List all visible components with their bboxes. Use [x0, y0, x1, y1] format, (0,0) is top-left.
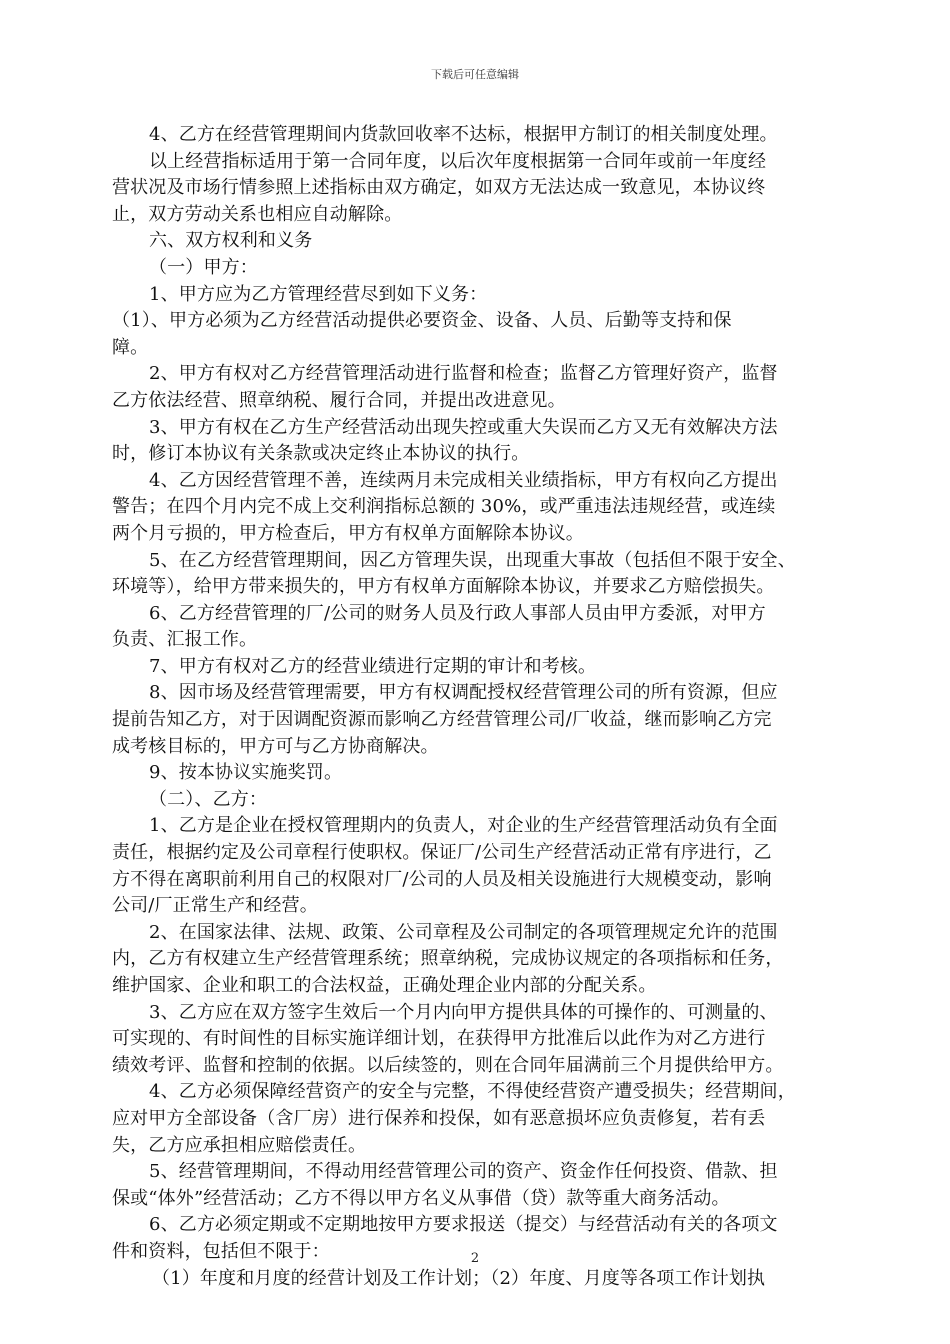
page-header: 下载后可任意编辑: [431, 68, 519, 81]
text-line: 1、乙方是企业在授权管理期内的负责人，对企业的生产经营管理活动负有全面: [149, 815, 778, 837]
text-line: 8、因市场及经营管理需要，甲方有权调配授权经营管理公司的所有资源，但应: [149, 682, 778, 704]
text-line: 4、乙方在经营管理期间内货款回收率不达标，根据甲方制订的相关制度处理。: [149, 124, 778, 145]
text-line: 6、乙方必须定期或不定期地按甲方要求报送（提交）与经营活动有关的各项文: [149, 1214, 778, 1236]
text-line: 负责、汇报工作。: [112, 629, 258, 651]
text-line: 可实现的、有时间性的目标实施详细计划，在获得甲方批准后以此作为对乙方进行: [112, 1028, 766, 1050]
text-line: 六、双方权利和义务: [149, 230, 313, 252]
text-line: 失，乙方应承担相应赔偿责任。: [112, 1134, 367, 1156]
text-line: 责任，根据约定及公司章程行使职权。保证厂/公司生产经营活动正常有序进行，乙: [112, 842, 772, 864]
text-line: 应对甲方全部设备（含厂房）进行保养和投保，如有恶意损坏应负责修复，若有丢: [112, 1107, 766, 1129]
text-line: （1）年度和月度的经营计划及工作计划；（2）年度、月度等各项工作计划执: [152, 1267, 766, 1289]
text-line: 时，修订本协议有关条款或决定终止本协议的执行。: [112, 443, 530, 465]
text-line: 环境等），给甲方带来损失的，甲方有权单方面解除本协议，并要求乙方赔偿损失。: [112, 576, 775, 598]
text-line: 2、甲方有权对乙方经营管理活动进行监督和检查；监督乙方管理好资产，监督: [149, 363, 778, 385]
text-line: 两个月亏损的，甲方检查后，甲方有权单方面解除本协议。: [112, 522, 584, 544]
text-line: （1）、甲方必须为乙方经营活动提供必要资金、设备、人员、后勤等支持和保: [112, 310, 732, 332]
text-line: 方不得在离职前利用自己的权限对厂/公司的人员及相关设施进行大规模变动，影响: [112, 868, 772, 890]
text-line: 提前告知乙方，对于因调配资源而影响乙方经营管理公司/厂收益，继而影响乙方完: [112, 709, 772, 731]
text-line: 9、按本协议实施奖罚。: [149, 762, 343, 784]
text-line: 1、甲方应为乙方管理经营尽到如下义务：: [149, 283, 488, 305]
text-line: 营状况及市场行情参照上述指标由双方确定，如双方无法达成一致意见，本协议终: [112, 177, 766, 199]
text-line: 维护国家、企业和职工的合法权益，正确处理企业内部的分配关系。: [112, 975, 657, 996]
text-line: （二）、乙方：: [149, 788, 268, 810]
text-line: 5、在乙方经营管理期间，因乙方管理失误，出现重大事故（包括但不限于安全、: [149, 549, 796, 571]
text-line: 7、甲方有权对乙方的经营业绩进行定期的审计和考核。: [149, 655, 597, 677]
text-line: 3、乙方应在双方签字生效后一个月内向甲方提供具体的可操作的、可测量的、: [149, 1001, 778, 1023]
text-line: 成考核目标的，甲方可与乙方协商解决。: [112, 735, 439, 757]
text-line: 公司/厂正常生产和经营。: [112, 895, 318, 917]
text-line: 2、在国家法律、法规、政策、公司章程及公司制定的各项管理规定允许的范围: [149, 921, 778, 943]
text-line: 3、甲方有权在乙方生产经营活动出现失控或重大失误而乙方又无有效解决方法: [149, 416, 778, 438]
text-line: （一）甲方：: [149, 256, 258, 278]
text-line: 件和资料，包括但不限于：: [112, 1240, 330, 1262]
text-line: 4、乙方因经营管理不善，连续两月未完成相关业绩指标，甲方有权向乙方提出: [149, 469, 778, 491]
text-line: 乙方依法经营、照章纳税、履行合同，并提出改进意见。: [112, 389, 566, 411]
text-line: 警告；在四个月内完不成上交利润指标总额的 30%，或严重违法违规经营，或连续: [112, 496, 776, 518]
text-line: 内，乙方有权建立生产经营管理系统；照章纳税，完成协议规定的各项指标和任务，: [112, 948, 784, 970]
text-line: 绩效考评、监督和控制的依据。以后续签的，则在合同年届满前三个月提供给甲方。: [112, 1054, 784, 1076]
page-number: 2: [470, 1251, 480, 1266]
document-body: [112, 122, 892, 1292]
text-line: 5、经营管理期间，不得动用经营管理公司的资产、资金作任何投资、借款、担: [149, 1161, 778, 1183]
text-line: 障。: [112, 336, 149, 358]
text-line: 止，双方劳动关系也相应自动解除。: [112, 203, 403, 225]
text-line: 6、乙方经营管理的厂/公司的财务人员及行政人事部人员由甲方委派，对甲方: [149, 602, 766, 624]
text-line: 保或“体外”经营活动；乙方不得以甲方名义从事借（贷）款等重大商务活动。: [112, 1187, 730, 1209]
text-line: 4、乙方必须保障经营资产的安全与完整，不得使经营资产遭受损失；经营期间，: [149, 1081, 796, 1103]
text-line: 以上经营指标适用于第一合同年度，以后次年度根据第一合同年或前一年度经: [149, 150, 767, 172]
